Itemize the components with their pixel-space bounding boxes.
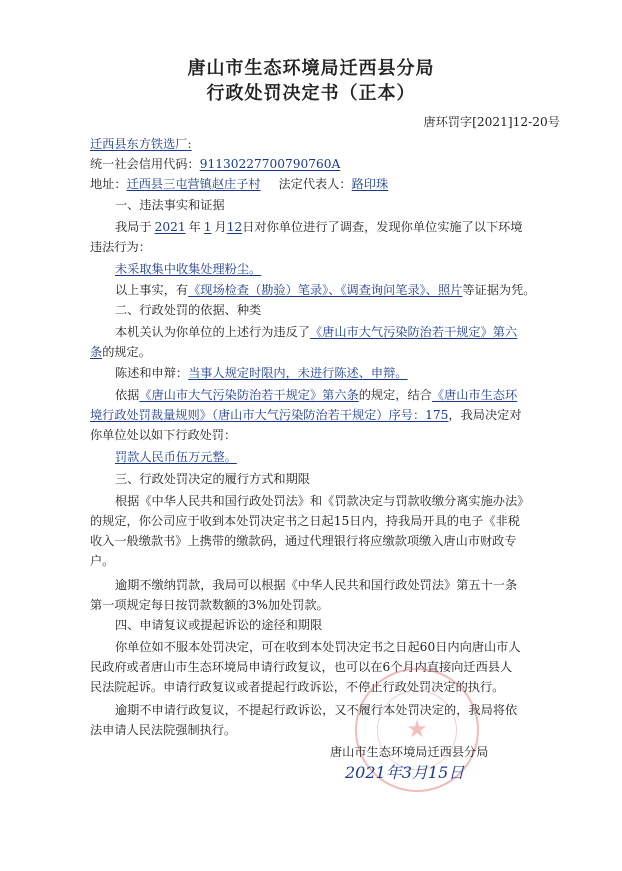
section-2-para-1-cont: 条的规定。 [90,345,151,359]
party-name: 迁西县东方铁选厂: [90,137,192,151]
section-4-line-5: 法申请人民法院强制执行。 [90,723,237,737]
inspection-year: 2021 [154,220,186,234]
section-4-line-2: 民政府或者唐山市生态环境局申请行政复议，也可以在6个月内直接向迁西县人 [90,660,513,674]
basis-line-1: 依据《唐山市大气污染防治若干规定》第六条的规定，结合《唐山市生态环 [115,388,518,402]
overdue-line-2: 第一项规定每日按罚款数额的3%加处罚款。 [90,598,329,612]
overdue-line-1: 逾期不缴纳罚款，我局可以根据《中华人民共和国行政处罚法》第五十一条 [115,578,518,592]
legal-rep-label: 法定代表人： [278,177,352,191]
section-3-line-2: 的规定，你公司应于收到本处罚决定书之日起15日内，持我局开具的电子《非税 [90,514,520,528]
section-3-line-1: 根据《中华人民共和国行政处罚法》和《罚款决定与罚款收缴分离实施办法》 [115,494,530,508]
plea-label: 陈述和申辩： [115,366,189,380]
credit-code-line [90,157,340,171]
section-3-heading: 三、行政处罚决定的履行方式和期限 [115,472,310,486]
basis-line-3: 你单位处以如下行政处罚： [90,428,237,442]
legal-rep-value: 路印珠 [351,177,389,191]
plea-text: 当事人规定时限内，未进行陈述、申辩。 [188,366,408,380]
handwritten-date: 2021年3月15日 [345,763,465,782]
section-3-line-3: 收入一般缴款书》上携带的缴款码，通过代理银行将应缴款项缴入唐山市财政专 [90,534,517,548]
plea-line [115,366,408,380]
official-seal: ★ [355,668,479,792]
credit-code-value: 91130227700790760A [199,157,341,171]
violation-text: 未采取集中收集处理粉尘。 [115,262,262,276]
violated-regulation: 《唐山市大气污染防治若干规定》第六 [310,325,518,339]
signatory: 唐山市生态环境局迁西县分局 [330,745,489,759]
inspection-month: 1 [203,220,212,234]
credit-code-label: 统一社会信用代码： [90,157,200,171]
section-1-para-1: 我局于 2021 年 1 月12日对你单位进行了调查，发现你单位实施了以下环境 [115,220,523,234]
section-2-para-1: 本机关认为你单位的上述行为违反了《唐山市大气污染防治若干规定》第六 [115,325,518,339]
section-1-para-1-cont: 违法行为： [90,240,151,254]
inspection-day: 12 [226,220,243,234]
evidence-list: 《现场检查（勘验）笔录》、《调查询问笔录》、照片 [188,283,463,297]
address-line [90,177,388,191]
address-label: 地址： [90,177,127,191]
section-4-line-3: 民法院起诉。申请行政复议或者提起行政诉讼，不停止行政处罚决定的执行。 [90,680,505,694]
title-line-1: 唐山市生态环境局迁西县分局 [187,58,435,79]
section-4-line-1: 你单位如不服本处罚决定，可在收到本处罚决定书之日起60日内向唐山市人 [115,640,521,654]
document-number: 唐环罚字[2021]12-20号 [423,115,560,129]
basis-line-2: 境行政处罚裁量规则》（唐山市大气污染防治若干规定）序号：175，我局决定对 [90,408,522,422]
penalty-text: 罚款人民币伍万元整。 [115,450,237,464]
section-4-heading: 四、申请复议或提起诉讼的途径和期限 [115,618,323,632]
evidence-line: 以上事实，有《现场检查（勘验）笔录》、《调查询问笔录》、照片等证据为凭。 [115,283,536,297]
title-line-2: 行政处罚决定书（正本） [206,83,416,104]
section-3-line-4: 户。 [90,554,115,568]
section-4-line-4: 逾期不申请行政复议，不提起行政诉讼，又不履行本处罚决定的，我局将依 [115,703,518,717]
address-value: 迁西县三屯营镇赵庄子村 [126,177,261,191]
section-2-heading: 二、行政处罚的依据、种类 [115,303,262,317]
section-1-heading: 一、违法事实和证据 [115,198,225,212]
